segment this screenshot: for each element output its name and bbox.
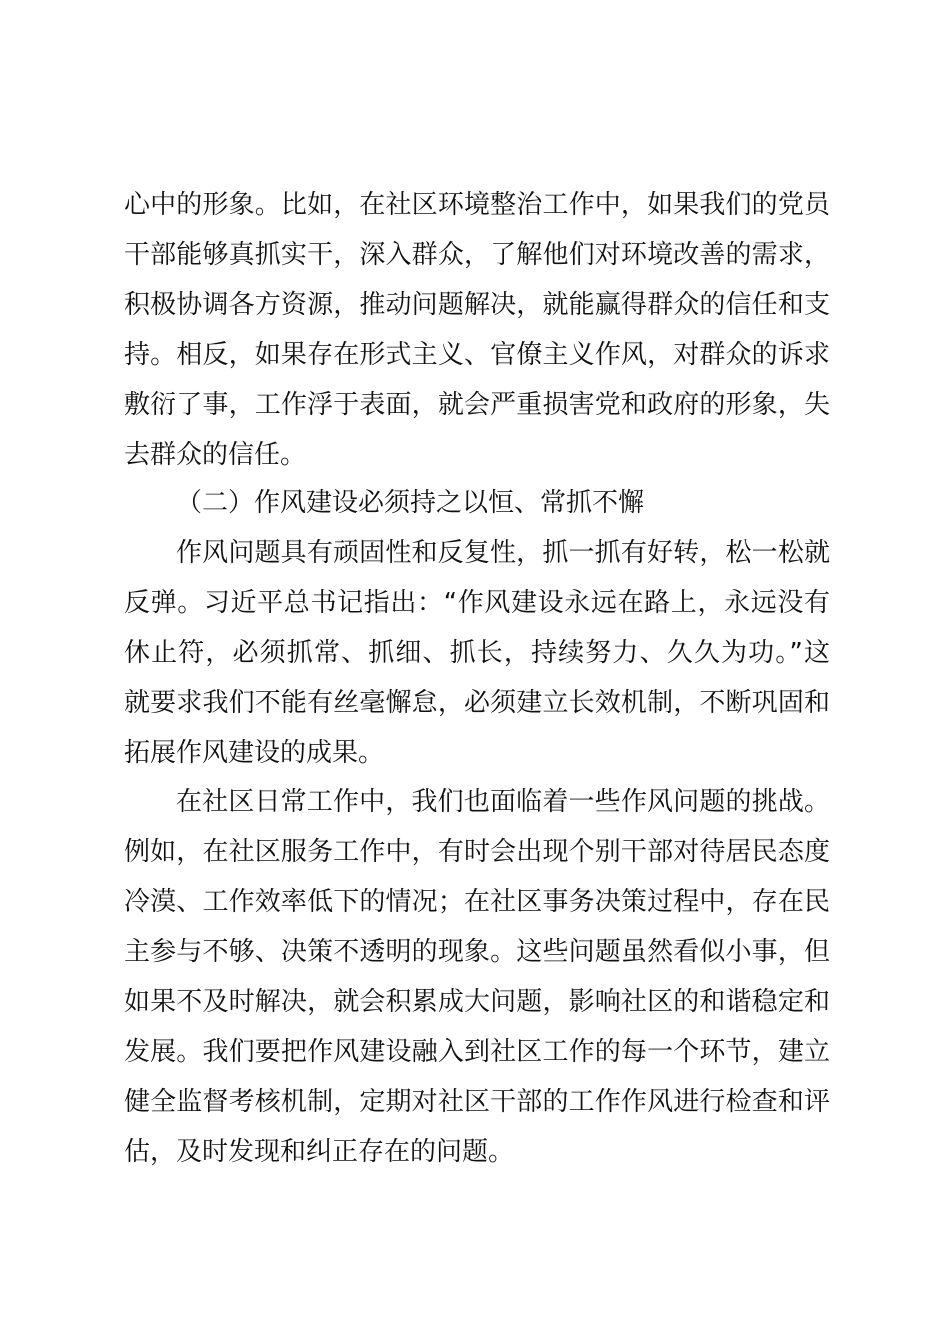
text-line: 去群众的信任。 <box>124 440 307 470</box>
text-line: 冷漠、工作效率低下的情况；在社区事务决策过程中，存在民 <box>124 887 830 917</box>
section-heading-block <box>124 478 830 528</box>
paragraph-2 <box>124 528 830 778</box>
text-line: 如果不及时解决，就会积累成大问题，影响社区的和谐稳定和 <box>124 987 830 1017</box>
paragraph-3 <box>124 777 830 1177</box>
text-line: 例如，在社区服务工作中，有时会出现个别干部对待居民态度 <box>124 837 830 867</box>
section-heading: （二）作风建设必须持之以恒、常抓不懈 <box>176 488 645 518</box>
text-line: 干部能够真抓实干，深入群众，了解他们对环境改善的需求， <box>124 240 830 270</box>
text-line: 持。相反，如果存在形式主义、官僚主义作风，对群众的诉求 <box>124 340 830 370</box>
text-line: 积极协调各方资源，推动问题解决，就能赢得群众的信任和支 <box>124 290 830 320</box>
text-line: 心中的形象。比如，在社区环境整治工作中，如果我们的党员 <box>124 190 830 220</box>
text-line: 估，及时发现和纠正存在的问题。 <box>124 1137 515 1167</box>
paragraph-continued <box>124 180 830 480</box>
text-line: 健全监督考核机制，定期对社区干部的工作作风进行检查和评 <box>124 1087 830 1117</box>
text-line: 发展。我们要把作风建设融入到社区工作的每一个环节，建立 <box>124 1037 830 1067</box>
text-line: 在社区日常工作中，我们也面临着一些作风问题的挑战。 <box>176 787 830 817</box>
text-line: 主参与不够、决策不透明的现象。这些问题虽然看似小事，但 <box>124 937 830 967</box>
text-line: 反弹。习近平总书记指出：“作风建设永远在路上，永远没有 <box>124 588 830 618</box>
text-line: 休止符，必须抓常、抓细、抓长，持续努力、久久为功。”这 <box>124 638 830 668</box>
text-line: 拓展作风建设的成果。 <box>124 738 385 768</box>
text-line: 作风问题具有顽固性和反复性，抓一抓有好转，松一松就 <box>176 538 830 568</box>
text-line: 敷衍了事，工作浮于表面，就会严重损害党和政府的形象，失 <box>124 390 830 420</box>
text-line: 就要求我们不能有丝毫懈怠，必须建立长效机制，不断巩固和 <box>124 688 830 718</box>
